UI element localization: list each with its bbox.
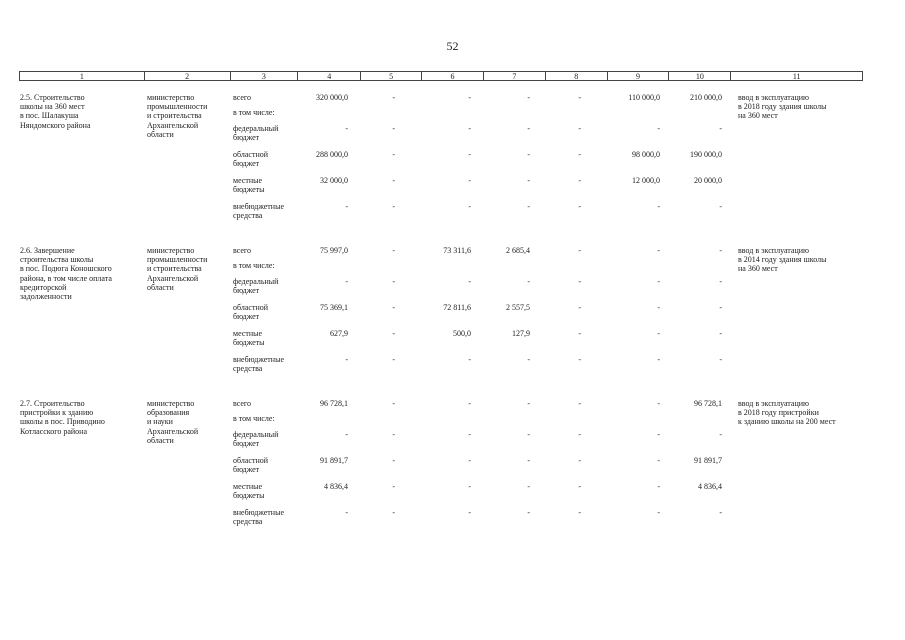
ministry-name-line: Архангельской bbox=[147, 273, 199, 283]
cell-value bbox=[511, 508, 581, 517]
cell-value bbox=[652, 329, 722, 338]
cell-value-line: - bbox=[578, 482, 581, 491]
cell-value bbox=[325, 355, 395, 364]
cell-value-line: 288 000,0 bbox=[316, 150, 348, 159]
cell-value-line: 32 000,0 bbox=[320, 176, 348, 185]
ministry-name-line: и науки bbox=[147, 417, 173, 427]
row-label-line: бюджет bbox=[233, 159, 260, 169]
header-col-4: 4 bbox=[298, 72, 361, 80]
cell-value-line: - bbox=[657, 329, 660, 338]
header-col-6: 6 bbox=[422, 72, 484, 80]
section-note-line: ввод в эксплуатацию bbox=[738, 399, 809, 408]
cell-value-line: - bbox=[527, 176, 530, 185]
cell-value-line: - bbox=[578, 202, 581, 211]
section-title-line: школы в пос. Приводино bbox=[20, 417, 105, 427]
header-col-2: 2 bbox=[145, 72, 231, 80]
cell-value bbox=[652, 277, 722, 286]
cell-value-line: - bbox=[392, 329, 395, 338]
cell-value bbox=[590, 202, 660, 211]
row-label-line: федеральный bbox=[233, 277, 279, 286]
cell-value-line: - bbox=[345, 430, 348, 439]
cell-value-line: - bbox=[392, 482, 395, 491]
section-title-line: пристройки к зданию bbox=[20, 408, 94, 418]
cell-value bbox=[325, 202, 395, 211]
section-title bbox=[20, 399, 105, 436]
row-label-line: внебюджетные bbox=[233, 202, 284, 211]
cell-value-line: - bbox=[468, 482, 471, 491]
cell-value-line: - bbox=[527, 399, 530, 408]
cell-value-line: - bbox=[578, 150, 581, 159]
cell-value-line: - bbox=[527, 124, 530, 133]
cell-value-line: - bbox=[578, 93, 581, 102]
cell-value-line: - bbox=[527, 430, 530, 439]
cell-value bbox=[652, 124, 722, 133]
ministry-name-line: промышленности bbox=[147, 102, 208, 112]
row-label bbox=[233, 303, 268, 321]
cell-value-line: - bbox=[392, 93, 395, 102]
cell-value bbox=[511, 399, 581, 408]
row-label bbox=[233, 456, 268, 474]
cell-value-line: - bbox=[719, 202, 722, 211]
cell-value bbox=[652, 399, 722, 408]
cell-value-line: - bbox=[719, 329, 722, 338]
cell-value bbox=[325, 456, 395, 465]
section-title-line: строительства школы bbox=[20, 255, 94, 265]
row-label bbox=[233, 277, 278, 295]
cell-value-line: - bbox=[527, 202, 530, 211]
cell-value bbox=[652, 176, 722, 185]
row-label-line: средства bbox=[233, 364, 263, 374]
cell-value-line: - bbox=[719, 277, 722, 286]
ministry-name bbox=[147, 93, 207, 139]
cell-value-line: - bbox=[578, 430, 581, 439]
row-label bbox=[233, 108, 275, 117]
row-label-line: областной bbox=[233, 150, 269, 159]
ministry-name-line: промышленности bbox=[147, 255, 208, 265]
section-title-line: 2.6. Завершение bbox=[20, 246, 75, 255]
cell-value-line: - bbox=[527, 355, 530, 364]
cell-value bbox=[590, 150, 660, 159]
cell-value bbox=[590, 93, 660, 102]
row-label bbox=[233, 430, 278, 448]
cell-value-line: 627,9 bbox=[330, 329, 348, 338]
cell-value bbox=[325, 277, 395, 286]
cell-value bbox=[325, 246, 395, 255]
row-label-line: средства bbox=[233, 517, 263, 527]
cell-value-line: - bbox=[468, 93, 471, 102]
row-label-line: бюджеты bbox=[233, 185, 265, 195]
cell-value-line: - bbox=[392, 399, 395, 408]
row-label-line: всего bbox=[233, 246, 252, 255]
ministry-name-line: образования bbox=[147, 408, 190, 418]
cell-value-line: - bbox=[578, 508, 581, 517]
section-note-line: в 2018 году здания школы bbox=[738, 102, 827, 112]
row-label-line: федеральный bbox=[233, 124, 279, 133]
header-col-5: 5 bbox=[361, 72, 422, 80]
cell-value-line: 98 000,0 bbox=[632, 150, 660, 159]
cell-value-line: - bbox=[392, 150, 395, 159]
cell-value-line: - bbox=[392, 246, 395, 255]
cell-value-line: - bbox=[578, 303, 581, 312]
cell-value bbox=[590, 430, 660, 439]
page-number: 52 bbox=[446, 39, 459, 53]
section-note-line: в 2018 году пристройки bbox=[738, 408, 819, 418]
cell-value-line: 127,9 bbox=[512, 329, 530, 338]
row-label-line: бюджет bbox=[233, 465, 260, 475]
cell-value-line: - bbox=[527, 508, 530, 517]
section-title-line: 2.5. Строительство bbox=[20, 93, 85, 102]
row-label bbox=[233, 261, 275, 270]
cell-value-line: 320 000,0 bbox=[316, 93, 348, 102]
cell-value-line: - bbox=[392, 456, 395, 465]
cell-value-line: - bbox=[719, 124, 722, 133]
header-col-1: 1 bbox=[20, 72, 145, 80]
ministry-name-line: министерство bbox=[147, 246, 195, 255]
row-label-line: бюджеты bbox=[233, 491, 265, 501]
cell-value-line: - bbox=[578, 176, 581, 185]
cell-value-line: - bbox=[392, 355, 395, 364]
cell-value-line: - bbox=[578, 399, 581, 408]
row-label bbox=[233, 246, 251, 255]
cell-value bbox=[652, 246, 722, 255]
table-header bbox=[19, 71, 863, 81]
cell-value bbox=[325, 482, 395, 491]
cell-value bbox=[511, 277, 581, 286]
row-label-line: бюджет bbox=[233, 439, 260, 449]
cell-value-line: 2 557,5 bbox=[506, 303, 530, 312]
cell-value bbox=[590, 456, 660, 465]
cell-value bbox=[652, 456, 722, 465]
cell-value-line: - bbox=[657, 277, 660, 286]
cell-value-line: 75 369,1 bbox=[320, 303, 348, 312]
cell-value-line: 2 685,4 bbox=[506, 246, 530, 255]
section-note-line: к зданию школы на 200 мест bbox=[738, 417, 836, 427]
ministry-name-line: министерство bbox=[147, 93, 195, 102]
section-note-line: на 360 мест bbox=[738, 111, 778, 121]
header-col-10: 10 bbox=[669, 72, 731, 80]
row-label-line: средства bbox=[233, 211, 263, 221]
cell-value-line: - bbox=[345, 124, 348, 133]
ministry-name-line: и строительства bbox=[147, 264, 202, 274]
cell-value-line: - bbox=[468, 202, 471, 211]
section-title-line: района, в том числе оплата bbox=[20, 273, 112, 283]
cell-value-line: - bbox=[345, 508, 348, 517]
cell-value bbox=[590, 482, 660, 491]
row-label-line: всего bbox=[233, 399, 252, 408]
ministry-name-line: министерство bbox=[147, 399, 195, 408]
cell-value bbox=[325, 430, 395, 439]
cell-value-line: - bbox=[392, 508, 395, 517]
cell-value bbox=[652, 355, 722, 364]
cell-value bbox=[590, 508, 660, 517]
cell-value-line: - bbox=[392, 124, 395, 133]
section-note-line: в 2014 году здания школы bbox=[738, 255, 827, 265]
cell-value-line: 96 728,1 bbox=[320, 399, 348, 408]
cell-value bbox=[590, 303, 660, 312]
row-label-line: всего bbox=[233, 93, 252, 102]
cell-value bbox=[511, 202, 581, 211]
cell-value bbox=[511, 482, 581, 491]
cell-value-line: - bbox=[468, 399, 471, 408]
cell-value bbox=[511, 93, 581, 102]
row-label bbox=[233, 399, 251, 408]
cell-value bbox=[325, 508, 395, 517]
row-label-line: бюджет bbox=[233, 312, 260, 322]
cell-value-line: - bbox=[468, 277, 471, 286]
cell-value-line: - bbox=[345, 277, 348, 286]
row-label bbox=[233, 355, 284, 373]
ministry-name bbox=[147, 399, 198, 445]
cell-value-line: - bbox=[527, 482, 530, 491]
section-title bbox=[20, 93, 91, 130]
row-label bbox=[233, 329, 265, 347]
section-note bbox=[738, 246, 826, 274]
row-label bbox=[233, 202, 284, 220]
section-note bbox=[738, 399, 836, 427]
cell-value-line: - bbox=[719, 303, 722, 312]
cell-value-line: 4 836,4 bbox=[324, 482, 348, 491]
cell-value-line: - bbox=[468, 124, 471, 133]
row-label-line: бюджет bbox=[233, 286, 260, 296]
cell-value-line: - bbox=[578, 456, 581, 465]
row-label bbox=[233, 150, 268, 168]
cell-value-line: - bbox=[468, 508, 471, 517]
cell-value-line: - bbox=[578, 124, 581, 133]
cell-value bbox=[511, 355, 581, 364]
cell-value-line: 91 891,7 bbox=[694, 456, 722, 465]
section-note-line: ввод в эксплуатацию bbox=[738, 246, 809, 255]
row-label bbox=[233, 508, 284, 526]
cell-value-line: 96 728,1 bbox=[694, 399, 722, 408]
cell-value bbox=[590, 176, 660, 185]
cell-value bbox=[590, 124, 660, 133]
cell-value-line: 20 000,0 bbox=[694, 176, 722, 185]
cell-value bbox=[652, 430, 722, 439]
cell-value bbox=[590, 277, 660, 286]
row-label bbox=[233, 93, 251, 102]
cell-value bbox=[590, 399, 660, 408]
cell-value-line: - bbox=[657, 246, 660, 255]
cell-value-line: - bbox=[578, 355, 581, 364]
cell-value-line: - bbox=[657, 202, 660, 211]
cell-value bbox=[325, 124, 395, 133]
row-label-line: внебюджетные bbox=[233, 508, 284, 517]
cell-value-line: - bbox=[392, 303, 395, 312]
cell-value-line: - bbox=[719, 355, 722, 364]
cell-value-line: 91 891,7 bbox=[320, 456, 348, 465]
cell-value bbox=[511, 456, 581, 465]
cell-value-line: - bbox=[527, 150, 530, 159]
row-label bbox=[233, 176, 265, 194]
cell-value bbox=[590, 355, 660, 364]
row-label-line: федеральный bbox=[233, 430, 279, 439]
section-title bbox=[20, 246, 112, 301]
ministry-name-line: области bbox=[147, 129, 174, 139]
cell-value bbox=[652, 202, 722, 211]
cell-value bbox=[590, 246, 660, 255]
cell-value bbox=[652, 303, 722, 312]
cell-value-line: - bbox=[468, 176, 471, 185]
cell-value-line: - bbox=[392, 176, 395, 185]
cell-value bbox=[511, 430, 581, 439]
cell-value-line: - bbox=[578, 246, 581, 255]
row-label bbox=[233, 124, 278, 142]
cell-value-line: - bbox=[657, 124, 660, 133]
cell-value-line: 500,0 bbox=[453, 329, 471, 338]
cell-value-line: 110 000,0 bbox=[628, 93, 660, 102]
cell-value-line: - bbox=[345, 355, 348, 364]
ministry-name-line: Архангельской bbox=[147, 426, 199, 436]
cell-value-line: - bbox=[657, 399, 660, 408]
row-label-line: местные bbox=[233, 329, 263, 338]
cell-value-line: - bbox=[527, 277, 530, 286]
cell-value bbox=[590, 329, 660, 338]
row-label-line: областной bbox=[233, 303, 269, 312]
section-title-line: Няндомского района bbox=[20, 120, 91, 130]
cell-value bbox=[325, 150, 395, 159]
cell-value bbox=[511, 246, 581, 255]
section-title-line: 2.7. Строительство bbox=[20, 399, 85, 408]
cell-value-line: - bbox=[657, 303, 660, 312]
section-title-line: в пос. Шалакуша bbox=[20, 111, 79, 121]
section-note-line: ввод в эксплуатацию bbox=[738, 93, 809, 102]
cell-value-line: - bbox=[527, 456, 530, 465]
cell-value bbox=[652, 93, 722, 102]
cell-value-line: - bbox=[527, 93, 530, 102]
cell-value-line: - bbox=[468, 456, 471, 465]
cell-value bbox=[325, 93, 395, 102]
cell-value-line: - bbox=[345, 202, 348, 211]
row-label-line: бюджет bbox=[233, 133, 260, 143]
ministry-name-line: области bbox=[147, 282, 174, 292]
section-note bbox=[738, 93, 826, 121]
cell-value-line: - bbox=[657, 482, 660, 491]
header-col-7: 7 bbox=[484, 72, 546, 80]
cell-value-line: - bbox=[468, 430, 471, 439]
cell-value-line: - bbox=[578, 329, 581, 338]
cell-value bbox=[511, 303, 581, 312]
section-title-line: задолженности bbox=[20, 292, 72, 302]
cell-value bbox=[325, 399, 395, 408]
ministry-name-line: области bbox=[147, 435, 174, 445]
cell-value bbox=[511, 176, 581, 185]
section-title-line: в пос. Подюга Коношского bbox=[20, 264, 112, 274]
section-title-line: школы на 360 мест bbox=[20, 102, 85, 112]
cell-value-line: - bbox=[719, 508, 722, 517]
section-title-line: кредиторской bbox=[20, 282, 67, 292]
ministry-name-line: Архангельской bbox=[147, 120, 199, 130]
cell-value bbox=[511, 329, 581, 338]
cell-value-line: - bbox=[468, 355, 471, 364]
row-label-line: внебюджетные bbox=[233, 355, 284, 364]
cell-value-line: 75 997,0 bbox=[320, 246, 348, 255]
row-label-line: в том числе: bbox=[233, 414, 275, 423]
section-note-line: на 360 мест bbox=[738, 264, 778, 274]
cell-value bbox=[511, 150, 581, 159]
cell-value-line: - bbox=[657, 508, 660, 517]
cell-value-line: 72 811,6 bbox=[443, 303, 471, 312]
cell-value-line: 73 311,6 bbox=[443, 246, 471, 255]
header-col-9: 9 bbox=[608, 72, 670, 80]
header-col-11: 11 bbox=[792, 72, 801, 81]
ministry-name bbox=[147, 246, 207, 292]
cell-value-line: - bbox=[392, 430, 395, 439]
row-label-line: в том числе: bbox=[233, 261, 275, 270]
cell-value-line: - bbox=[392, 277, 395, 286]
cell-value bbox=[325, 329, 395, 338]
cell-value bbox=[652, 482, 722, 491]
cell-value bbox=[652, 508, 722, 517]
cell-value bbox=[325, 176, 395, 185]
row-label-line: областной bbox=[233, 456, 269, 465]
header-col-3: 3 bbox=[231, 72, 299, 80]
cell-value-line: - bbox=[719, 430, 722, 439]
cell-value-line: - bbox=[719, 246, 722, 255]
cell-value-line: - bbox=[392, 202, 395, 211]
cell-value-line: 4 836,4 bbox=[698, 482, 722, 491]
header-col-8: 8 bbox=[546, 72, 608, 80]
cell-value-line: 210 000,0 bbox=[690, 93, 722, 102]
cell-value-line: - bbox=[468, 150, 471, 159]
row-label-line: местные bbox=[233, 176, 263, 185]
row-label bbox=[233, 414, 275, 423]
cell-value-line: - bbox=[657, 456, 660, 465]
section-title-line: Котласского района bbox=[20, 426, 87, 436]
row-label-line: бюджеты bbox=[233, 338, 265, 348]
cell-value-line: 12 000,0 bbox=[632, 176, 660, 185]
cell-value bbox=[325, 303, 395, 312]
row-label-line: местные bbox=[233, 482, 263, 491]
row-label-line: в том числе: bbox=[233, 108, 275, 117]
ministry-name-line: и строительства bbox=[147, 111, 202, 121]
cell-value bbox=[511, 124, 581, 133]
cell-value bbox=[652, 150, 722, 159]
cell-value-line: 190 000,0 bbox=[690, 150, 722, 159]
cell-value-line: - bbox=[657, 355, 660, 364]
cell-value-line: - bbox=[578, 277, 581, 286]
cell-value-line: - bbox=[657, 430, 660, 439]
row-label bbox=[233, 482, 265, 500]
